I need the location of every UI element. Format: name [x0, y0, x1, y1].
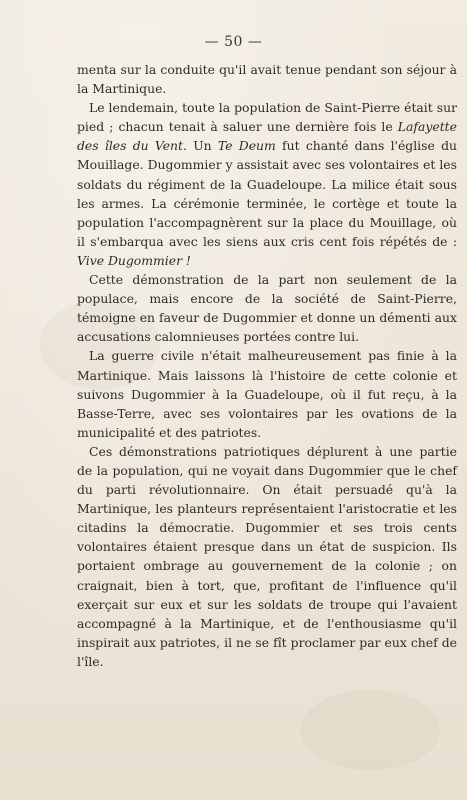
italic-text: Vive Dugommier ! [77, 252, 191, 268]
italic-text: Lafayette des îles du Vent [77, 119, 457, 154]
body-text [77, 60, 457, 671]
paper-stain [300, 690, 440, 770]
text-run: Le lendemain, toute la population de Saint-Pierre était sur pied ; chacun tenait à saluer une dernière fois le [77, 100, 457, 135]
paragraph [77, 442, 457, 671]
text-run: . Un [183, 138, 218, 154]
text-run: Ces démonstrations patriotiques déplurent à une partie de la population, qui ne voyait dans Dugommier que le chef du parti révolutionnaire. On était persuadé qu'à la Martinique, les planteurs représentaient l'aristocratie et les citadins la démocratie. Dugommier et ses trois cents volontaires étaient presque dans un état de suspicion. Ils portaient ombrage au gouvernement de la colonie ; on craignait, bien à tort, que, profitant de l'influence qu'il exerçait sur eux et sur les soldats de troupe qui l'avaient accompagné à la Martinique, et de l'enthousiasme qu'il inspirait aux patriotes, il ne se fît proclamer par eux chef de l'île. [77, 443, 457, 669]
paragraph [77, 270, 457, 346]
paragraph [77, 60, 457, 98]
italic-text: Te Deum [217, 138, 276, 154]
page-number: — 50 — [204, 34, 263, 50]
text-run: La guerre civile n'était malheureusement pas finie à la Martinique. Mais laissons là l'histoire de cette colonie et suivons Dugommier à la Guadeloupe, où il fut reçu, à la Basse-Terre, avec ses volontaires par les ovations de la municipalité et des patriotes. [77, 348, 457, 440]
text-run: fut chanté dans l'église du Mouillage. Dugommier y assistait avec ses volontaires et les soldats du régiment de la Guadeloupe. La milice était sous les armes. La cérémonie terminée, le cortège et toute la population l'accompagnèrent sur la place du Mouillage, où il s'embarqua avec les siens aux cris cent fois répétés de : [77, 138, 457, 249]
paragraph [77, 98, 457, 270]
text-run: menta sur la conduite qu'il avait tenue pendant son séjour à la Martinique. [77, 62, 457, 97]
paragraph [77, 346, 457, 441]
text-run: Cette démonstration de la part non seulement de la populace, mais encore de la société de Saint-Pierre, témoigne en faveur de Dugommier et donne un démenti aux accusations calomnieuses portées contre lui. [77, 272, 457, 345]
